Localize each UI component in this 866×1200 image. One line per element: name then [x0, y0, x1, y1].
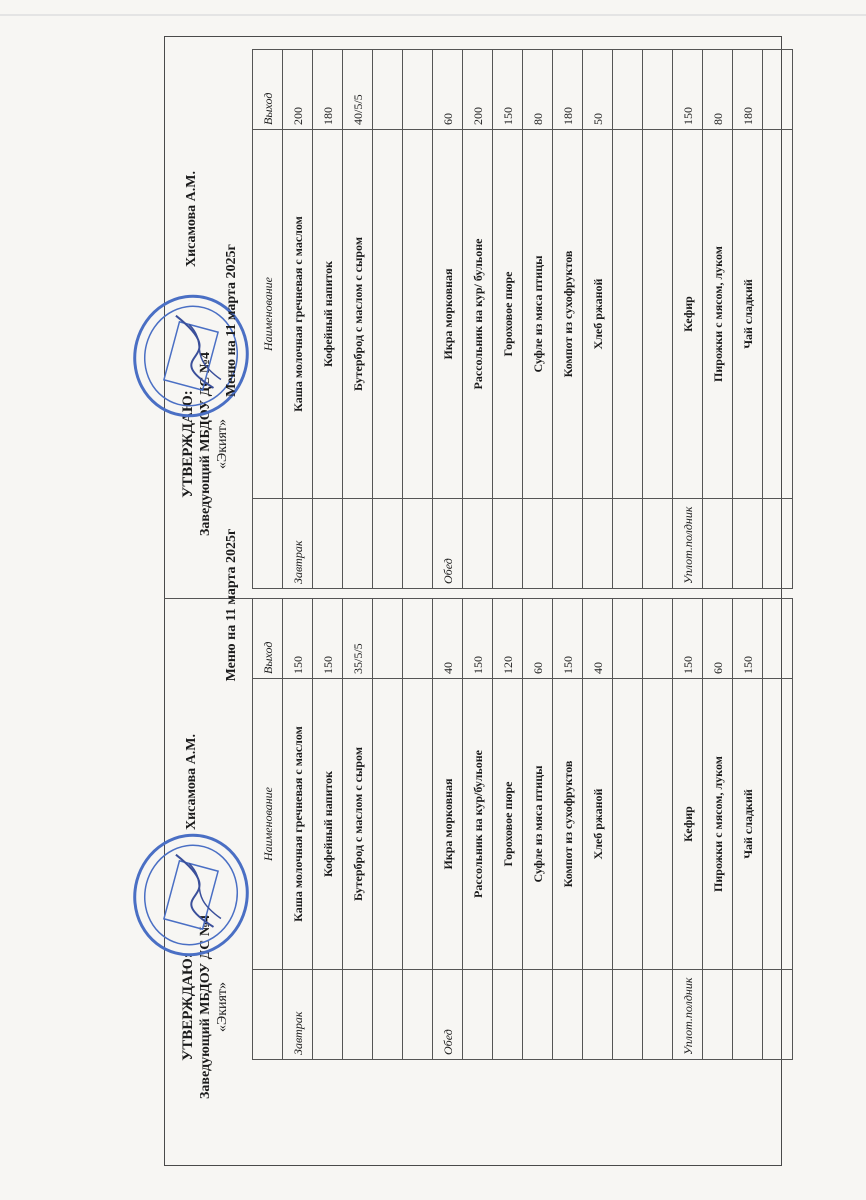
output-cell: 180 — [553, 50, 583, 130]
meal-cell — [763, 499, 793, 589]
dish-cell: Чай сладкий — [733, 130, 763, 499]
table-row — [733, 599, 763, 1060]
meal-cell: Завтрак — [283, 499, 313, 589]
output-cell — [643, 599, 673, 679]
output-cell — [613, 599, 643, 679]
table-header-row — [253, 599, 283, 1060]
meal-cell — [553, 499, 583, 589]
table-row — [643, 50, 673, 589]
meal-cell — [763, 970, 793, 1060]
meal-cell — [583, 970, 613, 1060]
dish-cell: Рассольник на кур/ бульоне — [463, 130, 493, 499]
scan-edge — [0, 14, 866, 16]
table-row — [313, 599, 343, 1060]
dish-cell: Рассольник на кур/бульоне — [463, 679, 493, 970]
table-row — [343, 599, 373, 1060]
dish-cell: Икра морковная — [433, 130, 463, 499]
table-row — [373, 599, 403, 1060]
meal-cell — [403, 499, 433, 589]
meal-cell — [613, 499, 643, 589]
dish-cell: Хлеб ржаной — [583, 130, 613, 499]
meal-cell — [373, 970, 403, 1060]
approval-title: УТВЕРЖДАЮ: — [180, 953, 196, 1061]
meal-column-header — [253, 499, 283, 589]
dish-cell: Суфле из мяса птицы — [523, 130, 553, 499]
meal-cell — [643, 970, 673, 1060]
meal-cell — [613, 970, 643, 1060]
meal-cell — [403, 970, 433, 1060]
dish-cell: Гороховое пюре — [493, 130, 523, 499]
dish-cell — [763, 679, 793, 970]
output-cell: 120 — [493, 599, 523, 679]
meal-cell — [733, 499, 763, 589]
meal-column-header — [253, 970, 283, 1060]
approval-org: «Экият» — [215, 418, 230, 470]
output-cell: 180 — [313, 50, 343, 130]
meal-cell — [493, 970, 523, 1060]
output-cell: 80 — [703, 50, 733, 130]
output-cell: 150 — [463, 599, 493, 679]
table-row — [643, 599, 673, 1060]
dish-cell: Пирожки с мясом, луком — [703, 130, 733, 499]
official-stamp-icon — [111, 276, 270, 435]
table-row — [523, 50, 553, 589]
dish-column-header: Наименование — [253, 130, 283, 499]
output-cell: 150 — [553, 599, 583, 679]
meal-cell — [733, 970, 763, 1060]
meal-cell: Уплот.полдник — [673, 499, 703, 589]
menu-title: Меню на 11 марта 2025г — [224, 528, 239, 682]
output-cell — [763, 599, 793, 679]
table-row — [493, 50, 523, 589]
meal-cell — [313, 970, 343, 1060]
dish-cell — [613, 679, 643, 970]
table-row — [583, 599, 613, 1060]
dish-cell — [403, 679, 433, 970]
meal-cell — [583, 499, 613, 589]
dish-cell: Пирожки с мясом, луком — [703, 679, 733, 970]
meal-cell — [553, 970, 583, 1060]
table-row — [463, 50, 493, 589]
output-cell: 200 — [463, 50, 493, 130]
meal-cell: Завтрак — [283, 970, 313, 1060]
meal-cell — [643, 499, 673, 589]
dish-cell — [643, 679, 673, 970]
meal-cell — [343, 970, 373, 1060]
table-row — [283, 50, 313, 589]
dish-column-header: Наименование — [253, 679, 283, 970]
meal-cell — [523, 499, 553, 589]
table-row — [403, 50, 433, 589]
output-cell: 60 — [523, 599, 553, 679]
meal-cell: Обед — [433, 499, 463, 589]
signer-name: Хисамова А.М. — [184, 734, 199, 830]
output-cell: 200 — [283, 50, 313, 130]
output-cell — [403, 599, 433, 679]
dish-cell — [373, 679, 403, 970]
dish-cell — [403, 130, 433, 499]
output-column-header: Выход — [253, 50, 283, 130]
dish-cell: Компот из сухофруктов — [553, 130, 583, 499]
dish-cell: Компот из сухофруктов — [553, 679, 583, 970]
output-cell: 40 — [583, 599, 613, 679]
menu-title: Меню на 11 марта 2025г — [224, 244, 239, 397]
table-row — [613, 50, 643, 589]
table-row — [763, 599, 793, 1060]
output-cell — [643, 50, 673, 130]
output-cell: 180 — [733, 50, 763, 130]
meal-cell — [343, 499, 373, 589]
official-stamp-icon — [111, 815, 270, 974]
table-header-row — [253, 50, 283, 589]
dish-cell — [763, 130, 793, 499]
table-row — [613, 599, 643, 1060]
output-column-header: Выход — [253, 599, 283, 679]
dish-cell: Бутерброд с маслом с сыром — [343, 130, 373, 499]
dish-cell: Бутерброд с маслом с сыром — [343, 679, 373, 970]
table-row — [523, 599, 553, 1060]
table-row — [433, 599, 463, 1060]
dish-cell: Гороховое пюре — [493, 679, 523, 970]
approval-title: УТВЕРЖДАЮ: — [180, 390, 196, 498]
output-cell: 150 — [673, 50, 703, 130]
dish-cell: Каша молочная гречневая с маслом — [283, 130, 313, 499]
dish-cell: Каша молочная гречневая с маслом — [283, 679, 313, 970]
output-cell — [373, 599, 403, 679]
meal-cell: Обед — [433, 970, 463, 1060]
table-row — [703, 50, 733, 589]
dish-cell: Суфле из мяса птицы — [523, 679, 553, 970]
meal-cell: Уплот.полдник — [673, 970, 703, 1060]
table-row — [583, 50, 613, 589]
table-row — [553, 599, 583, 1060]
approval-org: «Экият» — [215, 981, 230, 1033]
dish-cell: Икра морковная — [433, 679, 463, 970]
dish-cell: Кефир — [673, 679, 703, 970]
signer-name: Хисамова А.М. — [184, 171, 199, 267]
menu-table — [252, 598, 793, 1060]
output-cell: 40/5/5 — [343, 50, 373, 130]
table-row — [703, 599, 733, 1060]
table-row — [433, 50, 463, 589]
menu-panel-2 — [166, 44, 766, 597]
dish-cell: Кофейный напиток — [313, 679, 343, 970]
output-cell — [763, 50, 793, 130]
table-row — [733, 50, 763, 589]
dish-cell: Кофейный напиток — [313, 130, 343, 499]
dish-cell — [373, 130, 403, 499]
meal-cell — [523, 970, 553, 1060]
table-row — [673, 50, 703, 589]
table-row — [553, 50, 583, 589]
output-cell — [373, 50, 403, 130]
output-cell — [613, 50, 643, 130]
dish-cell: Хлеб ржаной — [583, 679, 613, 970]
output-cell: 150 — [733, 599, 763, 679]
approval-position: Заведующий МБДОУ ДС №4 — [198, 352, 213, 536]
dish-cell — [643, 130, 673, 499]
output-cell: 80 — [523, 50, 553, 130]
output-cell: 35/5/5 — [343, 599, 373, 679]
table-row — [493, 599, 523, 1060]
output-cell — [403, 50, 433, 130]
output-cell: 150 — [283, 599, 313, 679]
meal-cell — [313, 499, 343, 589]
dish-cell: Кефир — [673, 130, 703, 499]
output-cell: 150 — [313, 599, 343, 679]
dish-cell: Чай сладкий — [733, 679, 763, 970]
table-row — [373, 50, 403, 589]
output-cell: 60 — [433, 50, 463, 130]
table-row — [313, 50, 343, 589]
output-cell: 40 — [433, 599, 463, 679]
output-cell: 150 — [673, 599, 703, 679]
table-row — [283, 599, 313, 1060]
output-cell: 60 — [703, 599, 733, 679]
meal-cell — [493, 499, 523, 589]
meal-cell — [703, 499, 733, 589]
menu-table — [252, 49, 793, 589]
meal-cell — [463, 499, 493, 589]
dish-cell — [613, 130, 643, 499]
table-row — [403, 599, 433, 1060]
output-cell: 50 — [583, 50, 613, 130]
table-row — [673, 599, 703, 1060]
output-cell: 150 — [493, 50, 523, 130]
meal-cell — [373, 499, 403, 589]
approval-position: Заведующий МБДОУ ДС №4 — [198, 915, 213, 1099]
meal-cell — [703, 970, 733, 1060]
table-row — [763, 50, 793, 589]
table-row — [343, 50, 373, 589]
table-row — [463, 599, 493, 1060]
meal-cell — [463, 970, 493, 1060]
